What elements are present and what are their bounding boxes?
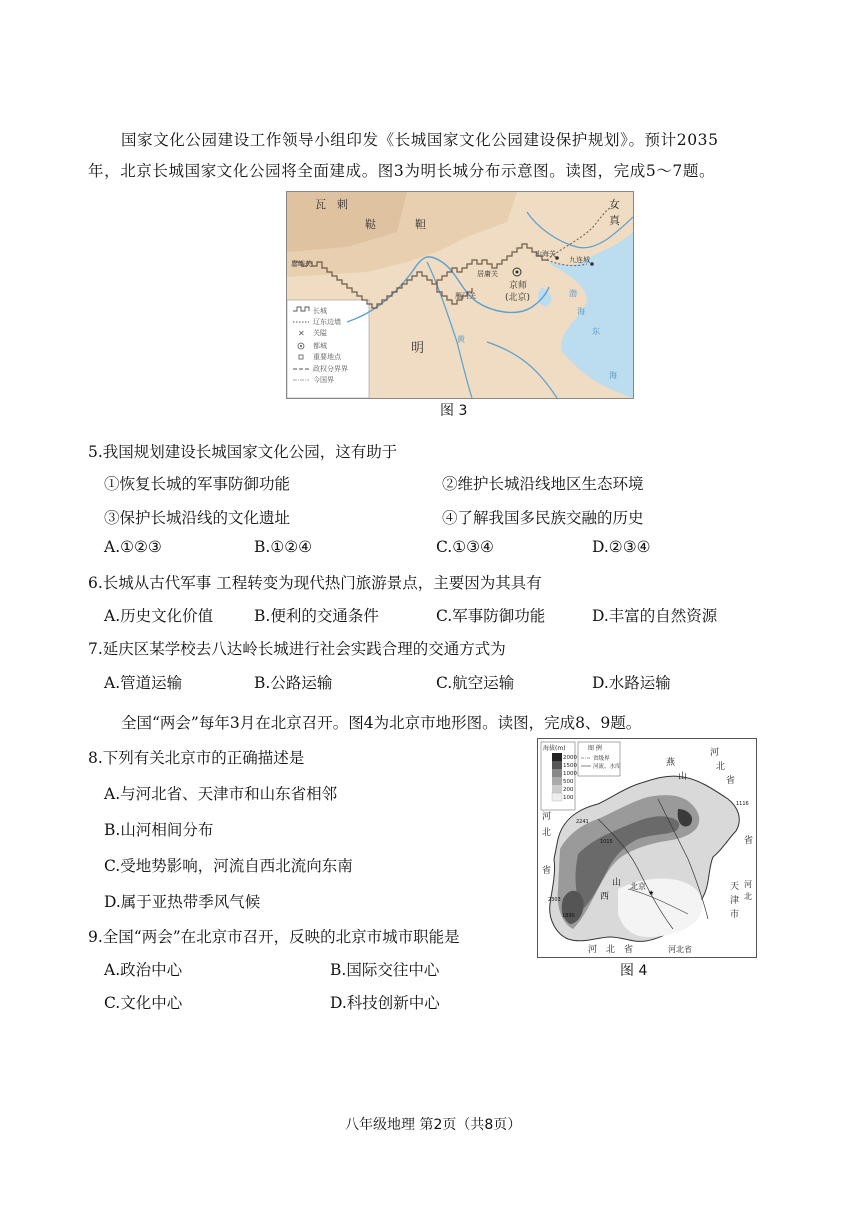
q8-option-d[interactable]: D.属于亚热带季风气候	[104, 893, 261, 911]
q5-option-c[interactable]: C.①③④	[436, 538, 494, 556]
label-peak-1116: 1116	[736, 801, 749, 807]
q9-option-b[interactable]: B.国际交往中心	[330, 961, 440, 979]
q7-option-a[interactable]: A.管道运输	[104, 674, 183, 692]
intro-line-1: 国家文化公园建设工作领导小组印发《长城国家文化公园建设保护规划》。预计2035	[121, 131, 719, 149]
q5-item-4: ④了解我国多民族交融的历史	[442, 509, 644, 527]
legend-wall: 长城	[313, 307, 327, 315]
label-jiuliancheng: 九连城	[569, 256, 590, 264]
elevation-1500: 1500	[563, 763, 577, 769]
page-footer: 八年级地理 第2页（共8页）	[345, 1117, 522, 1133]
beijing-star-icon: ★	[648, 889, 655, 897]
q8-option-a[interactable]: A.与河北省、天津市和山东省相邻	[104, 785, 338, 803]
elevation-100: 100	[563, 795, 574, 801]
label-nuzhen-1: 女	[609, 198, 620, 211]
label-he: 海	[609, 371, 617, 380]
label-hebei-top-1: 河	[710, 748, 720, 758]
label-peak-1890: 1890	[562, 913, 575, 919]
figure4-caption: 图 4	[620, 963, 648, 979]
intro-2: 全国“两会”每年3月在北京召开。图4为北京市地形图。读图，完成8、9题。	[121, 714, 642, 732]
legend-liaodong: 辽东边墙	[313, 318, 341, 326]
elevation-2000: 2000	[563, 755, 577, 761]
legend-elevation-title: 海拔(m)	[543, 745, 566, 752]
figure3-caption: 图 3	[440, 403, 468, 419]
legend-rivers: 河流、水库	[593, 764, 621, 770]
beijing-terrain-map	[537, 738, 757, 958]
q6-option-a[interactable]: A.历史文化价值	[104, 607, 214, 625]
q8-stem: 8.下列有关北京市的正确描述是	[88, 749, 305, 767]
q6-option-b[interactable]: B.便利的交通条件	[254, 607, 379, 625]
label-dada: 鞑 靼	[365, 218, 440, 231]
q8-option-c[interactable]: C.受地势影响，河流自西北流向东南	[104, 857, 353, 875]
label-shan: 山	[678, 772, 688, 782]
q9-stem: 9.全国“两会”在北京市召开，反映的北京市城市职能是	[88, 928, 460, 946]
label-juyongguan: 居庸关	[477, 270, 498, 278]
label-ming: 明	[411, 341, 425, 356]
label-peak-1015: 1015	[600, 839, 613, 845]
label-jiayuguan: 嘉峪关	[291, 260, 312, 268]
label-yan: 燕	[666, 758, 676, 768]
label-hebei-left-2: 北	[542, 828, 552, 838]
legend-province-border: 省级界	[593, 756, 610, 762]
q5-option-a[interactable]: A.①②③	[104, 538, 162, 556]
label-tianjin-2: 津	[730, 896, 740, 906]
q6-stem: 6.长城从古代军事 工程转变为现代热门旅游景点，主要因为其具有	[88, 574, 542, 592]
legend-pass: 关隘	[313, 329, 327, 337]
q7-option-d[interactable]: D.水路运输	[592, 674, 671, 692]
label-hebei-top-2: 北	[716, 762, 726, 772]
q9-option-c[interactable]: C.文化中心	[104, 994, 183, 1012]
elevation-200: 200	[563, 787, 574, 793]
elevation-500: 500	[563, 779, 574, 785]
label-xi: 西	[600, 892, 610, 902]
q5-option-d[interactable]: D.②③④	[592, 538, 651, 556]
label-hebei-bottom-2: 河北省	[668, 945, 692, 954]
legend-border: 今国界	[313, 376, 334, 384]
label-xishan-shan: 山	[612, 878, 622, 888]
label-yanmenguan: 雁门关	[455, 292, 476, 300]
legend-header: 图 例	[588, 745, 602, 752]
q8-option-b[interactable]: B.山河相间分布	[104, 821, 214, 839]
q7-stem: 7.延庆区某学校去八达岭长城进行社会实践合理的交通方式为	[88, 640, 506, 658]
label-hai: 海	[577, 307, 585, 316]
q9-option-d[interactable]: D.科技创新中心	[330, 994, 440, 1012]
label-wala: 瓦 剌	[315, 198, 348, 211]
q7-option-b[interactable]: B.公路运输	[254, 674, 333, 692]
q5-option-b[interactable]: B.①②④	[254, 538, 313, 556]
label-hebei-right-1: 河	[744, 880, 752, 889]
label-beijing: 北京	[630, 882, 646, 891]
ming-great-wall-map	[286, 191, 634, 399]
label-jingshi: 京师	[509, 281, 528, 291]
legend-place: 重要地点	[313, 353, 341, 361]
label-tianjin-1: 天	[730, 882, 740, 892]
label-hebei-right-2: 北	[744, 892, 752, 901]
label-hebei-left-1: 河	[542, 812, 552, 822]
legend-regime: 政权分界界	[313, 365, 348, 373]
elevation-1000: 1000	[563, 771, 577, 777]
label-hebei-top-3: 省	[726, 776, 736, 786]
q7-option-c[interactable]: C.航空运输	[436, 674, 515, 692]
label-hebei-right-3: 省	[744, 836, 754, 846]
label-bo: 渤	[569, 289, 577, 298]
q9-option-a[interactable]: A.政治中心	[104, 961, 183, 979]
q5-item-1: ①恢复长城的军事防御功能	[104, 475, 291, 493]
label-huang: 黄	[457, 335, 465, 344]
q6-option-c[interactable]: C.军事防御功能	[436, 607, 546, 625]
q5-item-3: ③保护长城沿线的文化遗址	[104, 509, 291, 527]
label-peak-2241: 2241	[576, 819, 589, 825]
label-peak-2303: 2303	[548, 897, 561, 903]
q5-item-2: ②维护长城沿线地区生态环境	[442, 475, 644, 493]
label-hebei-left-3: 省	[542, 866, 552, 876]
label-shanhaiguan: 山海关	[535, 250, 556, 258]
label-beijing: (北京)	[505, 293, 531, 303]
label-nuzhen-2: 真	[609, 214, 620, 227]
intro-line-2: 年，北京长城国家文化公园将全面建成。图3为明长城分布示意图。读图，完成5～7题。	[88, 162, 716, 180]
q6-option-d[interactable]: D.丰富的自然资源	[592, 607, 718, 625]
q5-stem: 5.我国规划建设长城国家文化公园，这有助于	[88, 443, 398, 461]
label-hebei-bottom: 河 北 省	[588, 945, 634, 955]
svg-text:✕: ✕	[298, 329, 305, 338]
label-dong: 东	[592, 327, 600, 336]
label-tianjin-3: 市	[730, 910, 740, 920]
legend-capital: 都城	[313, 342, 327, 350]
